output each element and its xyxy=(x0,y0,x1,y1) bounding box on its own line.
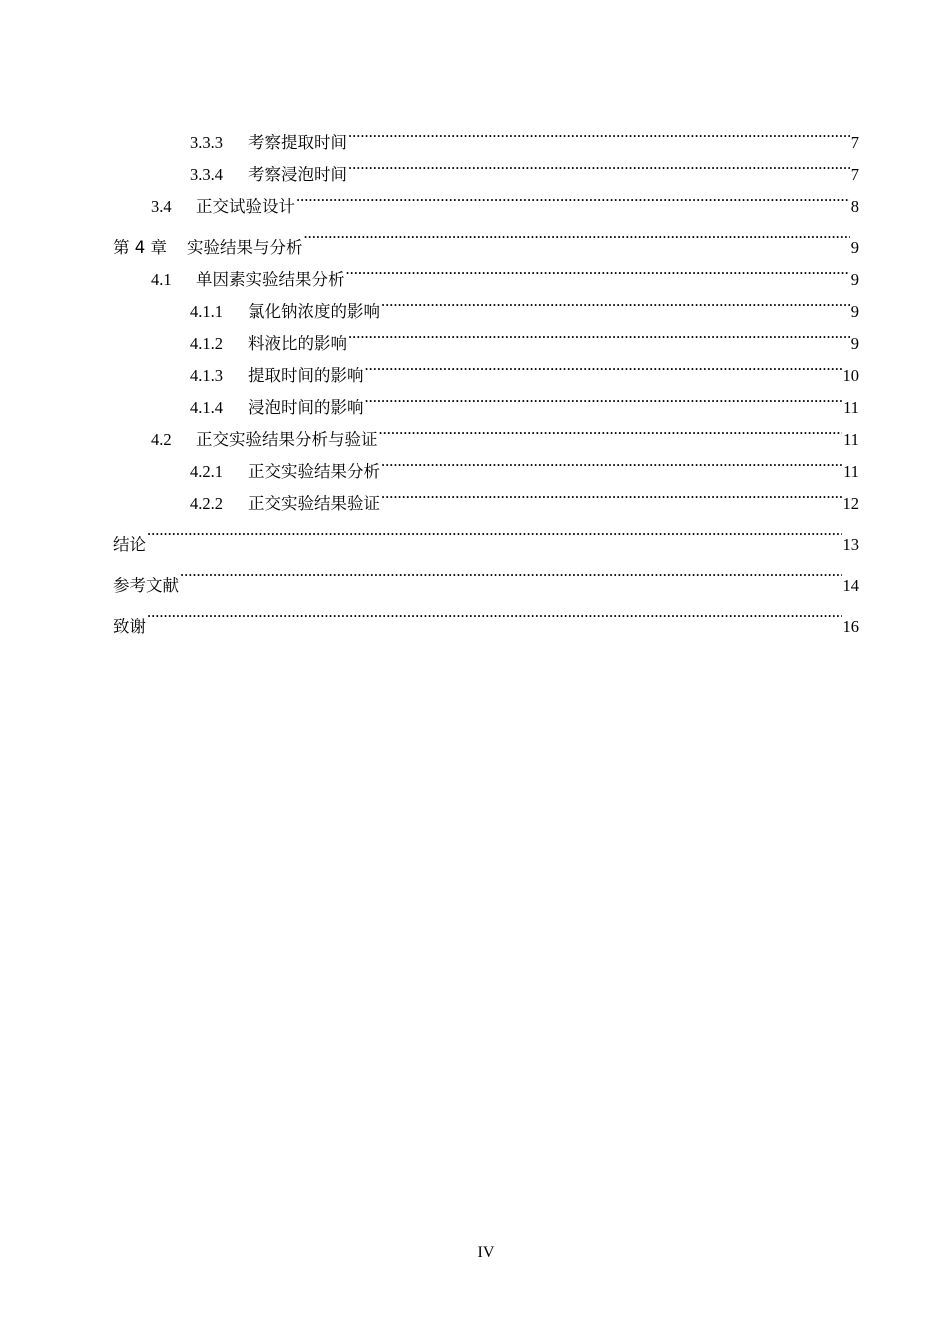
toc-entry-number: 3.3.4 xyxy=(190,165,223,184)
toc-entry-4-1-3[interactable] xyxy=(190,349,859,385)
toc-entry-conclusion[interactable] xyxy=(113,509,859,554)
page-number: IV xyxy=(477,1244,495,1261)
toc-entry-page: 14 xyxy=(842,576,859,595)
toc-entry-number: 4.1 xyxy=(151,270,172,289)
toc-entry-number: 4.2 xyxy=(151,430,172,449)
toc-dot-leader xyxy=(147,509,842,550)
toc-entry-page: 13 xyxy=(842,535,859,554)
toc-entry-page: 12 xyxy=(842,494,859,513)
toc-entry-3-4[interactable] xyxy=(151,180,859,216)
toc-entry-acknowledgements[interactable] xyxy=(113,591,859,636)
toc-entry-page: 11 xyxy=(843,430,859,449)
toc-entry-title: 参考文献 xyxy=(113,576,179,595)
toc-entry-title: 单因素实验结果分析 xyxy=(196,270,345,289)
toc-dot-leader xyxy=(365,381,843,413)
toc-entry-title: 正交实验结果分析与验证 xyxy=(196,430,378,449)
toc-entry-number: 4.2.2 xyxy=(190,494,223,513)
toc-entry-page: 10 xyxy=(842,366,859,385)
toc-dot-leader xyxy=(381,445,842,477)
toc-dot-leader xyxy=(381,285,850,317)
toc-entry-page: 9 xyxy=(850,334,859,353)
toc-entry-4-2-2[interactable] xyxy=(190,477,859,513)
toc-entry-references[interactable] xyxy=(113,550,859,595)
toc-entry-title: 浸泡时间的影响 xyxy=(248,398,364,417)
toc-entry-page: 9 xyxy=(850,302,859,321)
toc-dot-leader xyxy=(381,477,842,509)
toc-entry-page: 8 xyxy=(850,197,859,216)
toc-entry-4-2-1[interactable] xyxy=(190,445,859,481)
toc-entry-4-1-2[interactable] xyxy=(190,317,859,353)
toc-entry-4-1-4[interactable] xyxy=(190,381,859,417)
toc-entry-title: 正交实验结果验证 xyxy=(248,494,380,513)
toc-entry-number: 4.1.3 xyxy=(190,366,223,385)
toc-entry-number: 4.1.2 xyxy=(190,334,223,353)
toc-entry-number: 4.2.1 xyxy=(190,462,223,481)
toc-entry-number: 第 4 章 xyxy=(113,238,167,257)
toc-entry-4-1-1[interactable] xyxy=(190,285,859,321)
toc-entry-page: 9 xyxy=(850,238,859,257)
toc-entry-title: 氯化钠浓度的影响 xyxy=(248,302,380,321)
toc-dot-leader xyxy=(296,180,850,212)
toc-entry-title: 结论 xyxy=(113,535,146,554)
toc-entry-page: 11 xyxy=(843,398,859,417)
toc-dot-leader xyxy=(180,550,842,591)
toc-dot-leader xyxy=(304,212,850,253)
toc-dot-leader xyxy=(348,317,850,349)
toc-entry-page: 11 xyxy=(843,462,859,481)
table-of-contents xyxy=(0,116,950,636)
toc-entry-page: 9 xyxy=(850,270,859,289)
toc-entry-page: 16 xyxy=(842,617,859,636)
toc-entry-chapter-4[interactable] xyxy=(113,212,859,257)
toc-entry-title: 实验结果与分析 xyxy=(187,238,303,257)
toc-dot-leader xyxy=(147,591,842,632)
toc-dot-leader xyxy=(348,148,850,180)
toc-entry-number: 4.1.1 xyxy=(190,302,223,321)
toc-dot-leader xyxy=(348,116,850,148)
toc-entry-title: 提取时间的影响 xyxy=(248,366,364,385)
toc-entry-title: 致谢 xyxy=(113,617,146,636)
toc-dot-leader xyxy=(365,349,842,381)
toc-entry-4-1[interactable] xyxy=(151,253,859,289)
toc-entry-title: 考察提取时间 xyxy=(248,133,347,152)
toc-entry-number: 3.4 xyxy=(151,197,172,216)
toc-entry-number: 4.1.4 xyxy=(190,398,223,417)
toc-entry-title: 正交实验结果分析 xyxy=(248,462,380,481)
toc-entry-title: 正交试验设计 xyxy=(196,197,295,216)
toc-entry-page: 7 xyxy=(850,133,859,152)
toc-entry-title: 考察浸泡时间 xyxy=(248,165,347,184)
toc-dot-leader xyxy=(346,253,850,285)
toc-entry-4-2[interactable] xyxy=(151,413,859,449)
toc-entry-3-3-3[interactable] xyxy=(190,116,859,152)
toc-dot-leader xyxy=(379,413,843,445)
toc-entry-3-3-4[interactable] xyxy=(190,148,859,184)
toc-entry-title: 料液比的影响 xyxy=(248,334,347,353)
toc-entry-page: 7 xyxy=(850,165,859,184)
toc-entry-number: 3.3.3 xyxy=(190,133,223,152)
